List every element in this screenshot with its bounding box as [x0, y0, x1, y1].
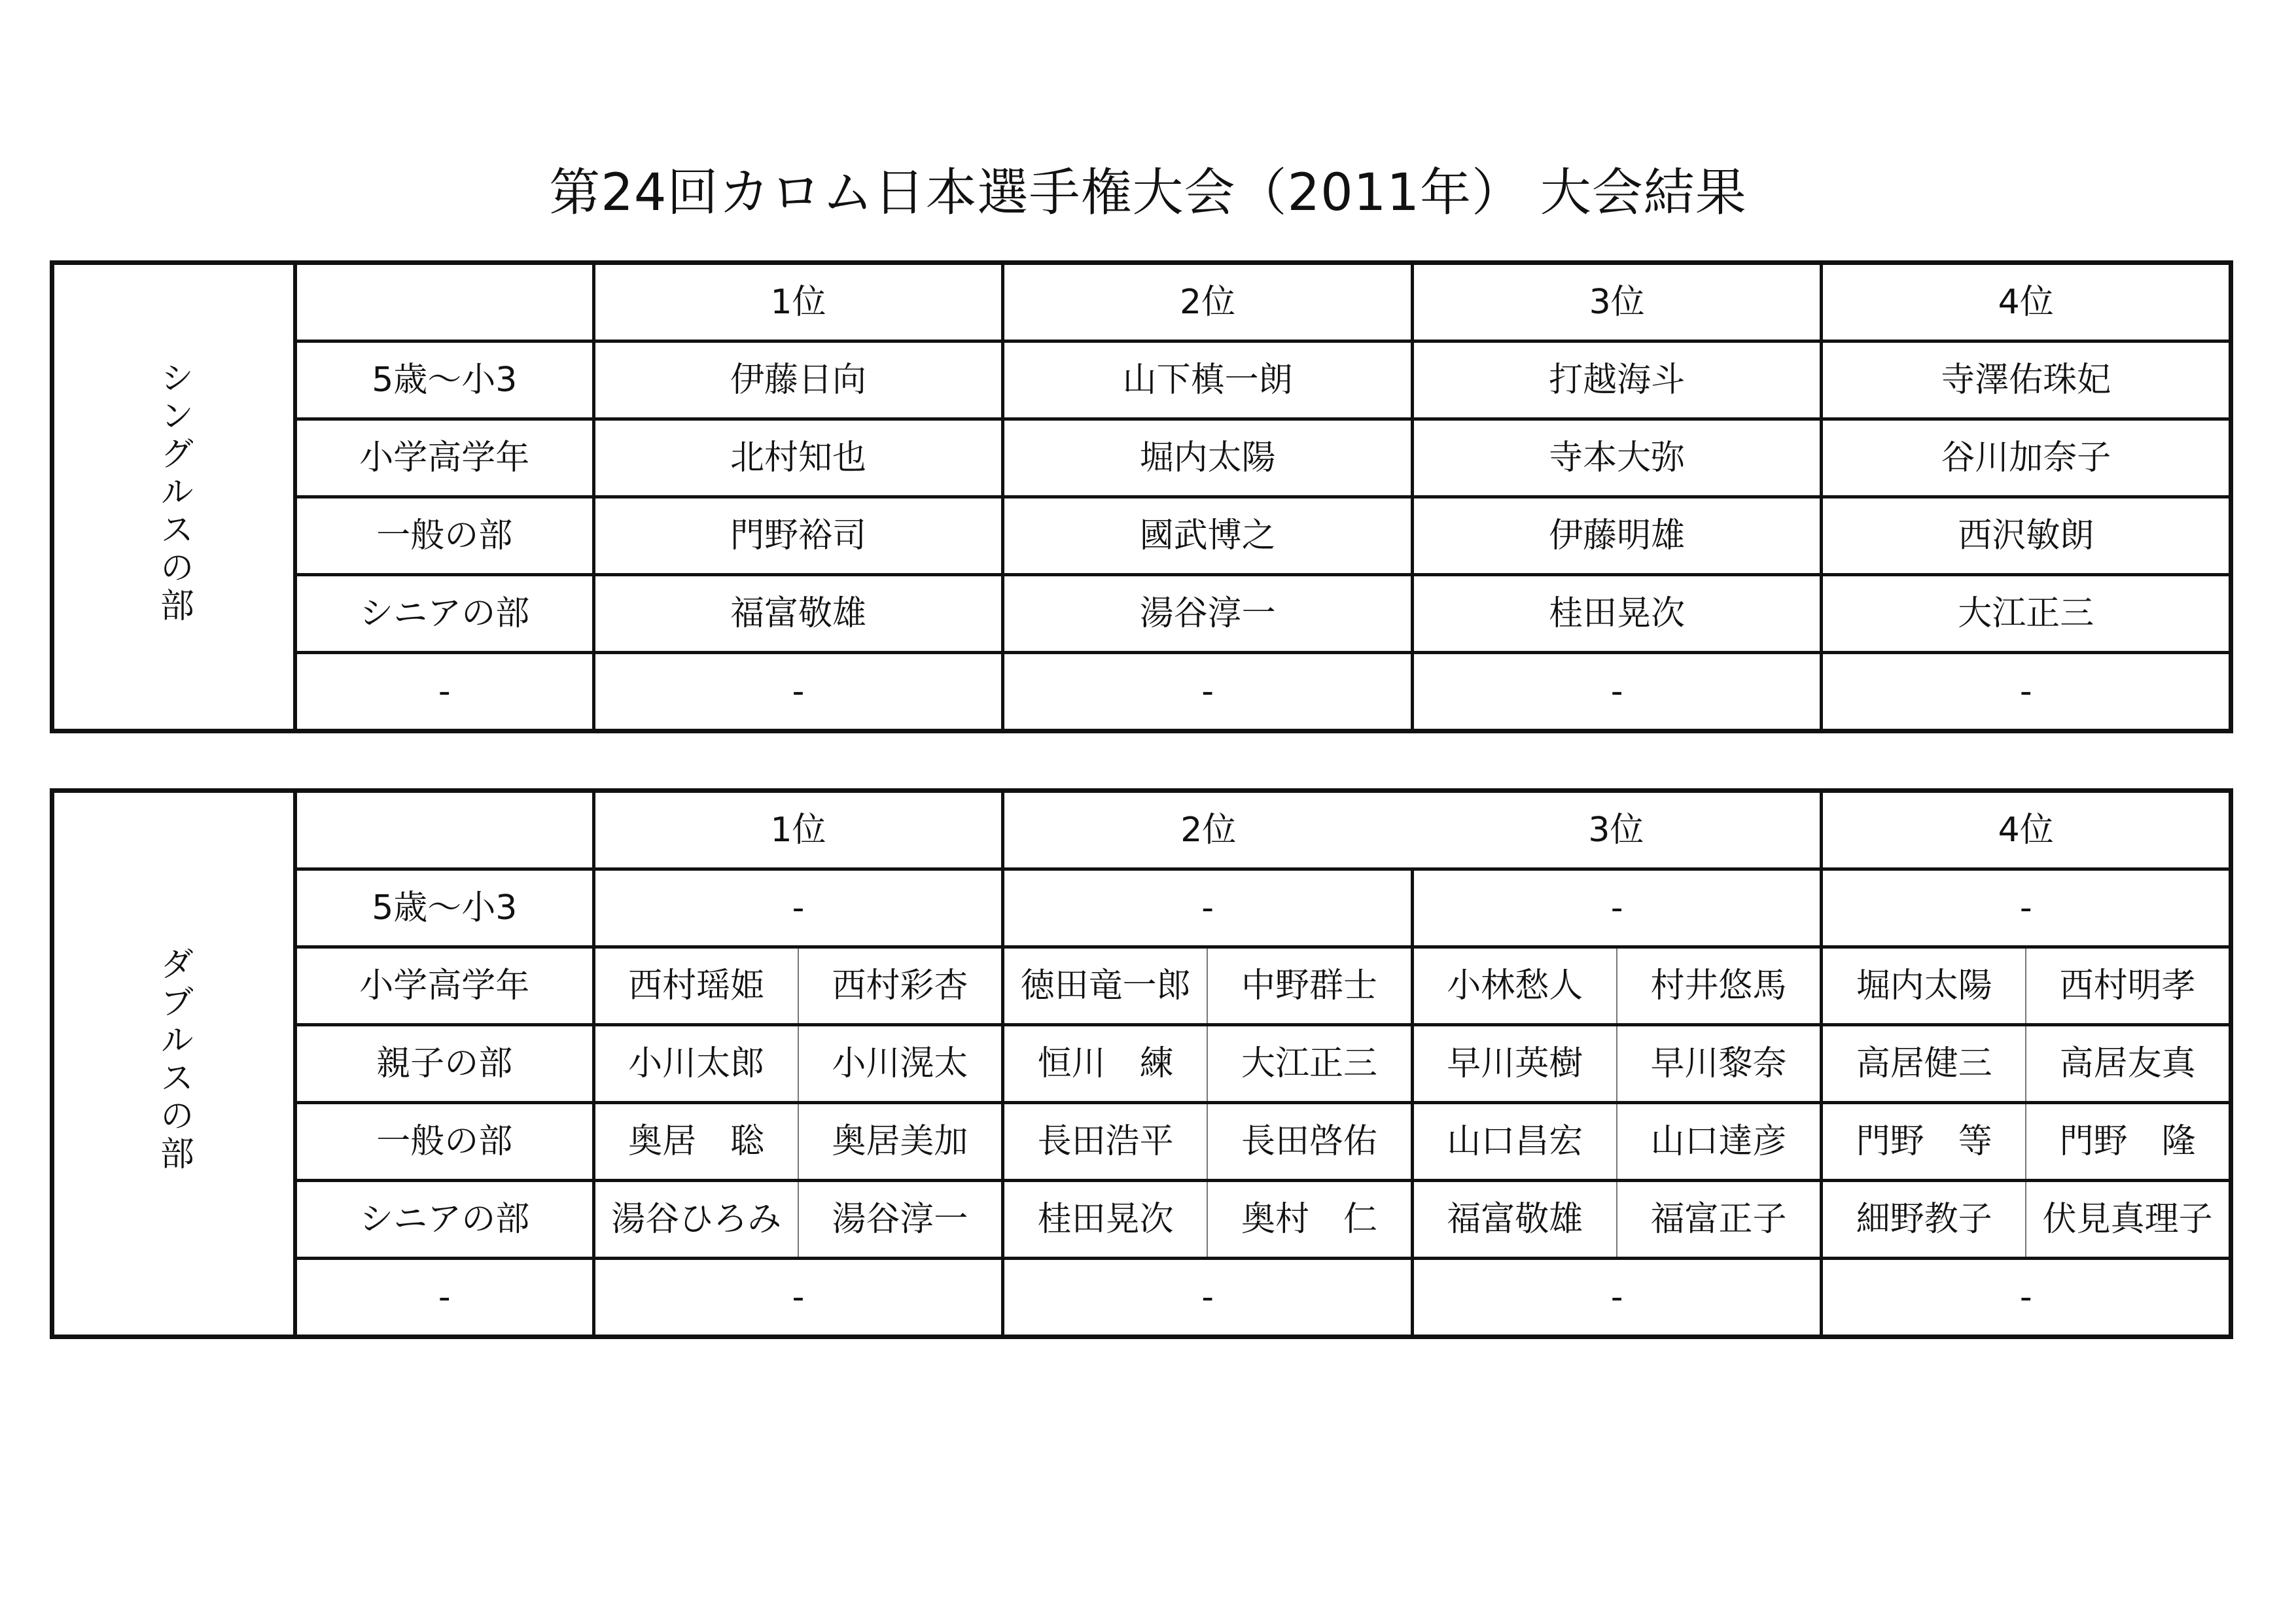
category-cell: 5歳～小3 — [295, 341, 593, 419]
table-row — [52, 419, 2231, 497]
doubles-results-table — [50, 788, 2233, 1339]
pair-player-cell: 早川英樹 — [1412, 1025, 1616, 1103]
pair-player-cell: 奥居 聡 — [593, 1103, 798, 1181]
table-row — [52, 575, 2231, 653]
category-cell: 小学高学年 — [295, 947, 593, 1025]
pair-player-cell: 恒川 練 — [1003, 1025, 1207, 1103]
pair-player-cell: 堀内太陽 — [1822, 947, 2026, 1025]
result-cell: 寺本大弥 — [1412, 419, 1822, 497]
pair-player-cell: 長田浩平 — [1003, 1103, 1207, 1181]
category-cell: - — [295, 653, 593, 731]
header-cell-4th: 4位 — [1822, 263, 2231, 341]
header-cell-4th: 4位 — [1822, 791, 2231, 869]
table-row — [52, 1103, 2231, 1181]
category-cell: 小学高学年 — [295, 419, 593, 497]
category-cell: 一般の部 — [295, 1103, 593, 1181]
pair-player-cell: 福富敬雄 — [1412, 1181, 1616, 1259]
pair-player-cell: 奥村 仁 — [1207, 1181, 1412, 1259]
header-cell-3rd: 3位 — [1412, 263, 1822, 341]
singles-section-label: シングルスの部 — [52, 263, 295, 731]
pair-player-cell: 伏見真理子 — [2026, 1181, 2231, 1259]
table-row — [52, 1181, 2231, 1259]
header-cell-2nd: 2位 — [1003, 263, 1413, 341]
result-cell: - — [1003, 869, 1413, 947]
result-cell: 桂田晃次 — [1412, 575, 1822, 653]
result-cell: 打越海斗 — [1412, 341, 1822, 419]
pair-player-cell: 福富正子 — [1617, 1181, 1822, 1259]
pair-player-cell: 奥居美加 — [798, 1103, 1003, 1181]
pair-player-cell: 門野 隆 — [2026, 1103, 2231, 1181]
pair-player-cell: 長田啓佑 — [1207, 1103, 1412, 1181]
pair-player-cell: 山口達彦 — [1617, 1103, 1822, 1181]
pair-player-cell: 細野教子 — [1822, 1181, 2026, 1259]
result-cell: - — [593, 869, 1003, 947]
table-row — [52, 947, 2231, 1025]
pair-player-cell: 西村明孝 — [2026, 947, 2231, 1025]
result-cell: 寺澤佑珠妃 — [1822, 341, 2231, 419]
header-cell-3rd: 3位 — [1412, 791, 1822, 869]
result-cell: - — [1822, 869, 2231, 947]
result-cell: 伊藤明雄 — [1412, 497, 1822, 575]
page-title: 第24回カロム日本選手権大会（2011年） 大会結果 — [549, 164, 1747, 222]
pair-player-cell: 中野群士 — [1207, 947, 1412, 1025]
singles-header-row — [52, 263, 2231, 341]
pair-player-cell: 高居健三 — [1822, 1025, 2026, 1103]
header-cell-1st: 1位 — [593, 791, 1003, 869]
pair-player-cell: 早川黎奈 — [1617, 1025, 1822, 1103]
result-cell: - — [1822, 1259, 2231, 1337]
doubles-section-label: ダブルスの部 — [52, 791, 295, 1337]
category-cell: シニアの部 — [295, 1181, 593, 1259]
table-row — [52, 1259, 2231, 1337]
result-cell: 湯谷淳一 — [1003, 575, 1413, 653]
result-cell: - — [1822, 653, 2231, 731]
result-cell: 山下槙一朗 — [1003, 341, 1413, 419]
result-cell: 西沢敏朗 — [1822, 497, 2231, 575]
pair-player-cell: 高居友真 — [2026, 1025, 2231, 1103]
category-cell: 親子の部 — [295, 1025, 593, 1103]
pair-player-cell: 大江正三 — [1207, 1025, 1412, 1103]
result-cell: - — [1003, 1259, 1413, 1337]
pair-player-cell: 小川滉太 — [798, 1025, 1003, 1103]
result-cell: 門野裕司 — [593, 497, 1003, 575]
result-cell: 大江正三 — [1822, 575, 2231, 653]
header-cell-2nd: 2位 — [1003, 791, 1413, 869]
pair-player-cell: 小林愁人 — [1412, 947, 1616, 1025]
doubles-header-row — [52, 791, 2231, 869]
pair-player-cell: 西村瑶姫 — [593, 947, 798, 1025]
result-cell: 北村知也 — [593, 419, 1003, 497]
result-cell: 谷川加奈子 — [1822, 419, 2231, 497]
category-cell: 一般の部 — [295, 497, 593, 575]
pair-player-cell: 小川太郎 — [593, 1025, 798, 1103]
table-row — [52, 341, 2231, 419]
singles-results-table — [50, 260, 2233, 733]
pair-player-cell: 村井悠馬 — [1617, 947, 1822, 1025]
pair-player-cell: 湯谷淳一 — [798, 1181, 1003, 1259]
result-cell: 國武博之 — [1003, 497, 1413, 575]
pair-player-cell: 桂田晃次 — [1003, 1181, 1207, 1259]
category-cell: - — [295, 1259, 593, 1337]
category-cell: シニアの部 — [295, 575, 593, 653]
pair-player-cell: 門野 等 — [1822, 1103, 2026, 1181]
pair-player-cell: 徳田竜一郎 — [1003, 947, 1207, 1025]
header-cell — [295, 791, 593, 869]
table-row — [52, 497, 2231, 575]
pair-player-cell: 山口昌宏 — [1412, 1103, 1616, 1181]
result-cell: - — [593, 1259, 1003, 1337]
result-cell: - — [1412, 1259, 1822, 1337]
category-cell: 5歳～小3 — [295, 869, 593, 947]
result-cell: 福富敬雄 — [593, 575, 1003, 653]
result-cell: - — [1003, 653, 1413, 731]
table-row — [52, 653, 2231, 731]
result-cell: - — [1412, 653, 1822, 731]
result-cell: - — [1412, 869, 1822, 947]
pair-player-cell: 湯谷ひろみ — [593, 1181, 798, 1259]
table-row — [52, 869, 2231, 947]
header-cell-1st: 1位 — [593, 263, 1003, 341]
header-cell — [295, 263, 593, 341]
pair-player-cell: 西村彩杏 — [798, 947, 1003, 1025]
result-cell: 伊藤日向 — [593, 341, 1003, 419]
result-cell: 堀内太陽 — [1003, 419, 1413, 497]
result-cell: - — [593, 653, 1003, 731]
table-row — [52, 1025, 2231, 1103]
